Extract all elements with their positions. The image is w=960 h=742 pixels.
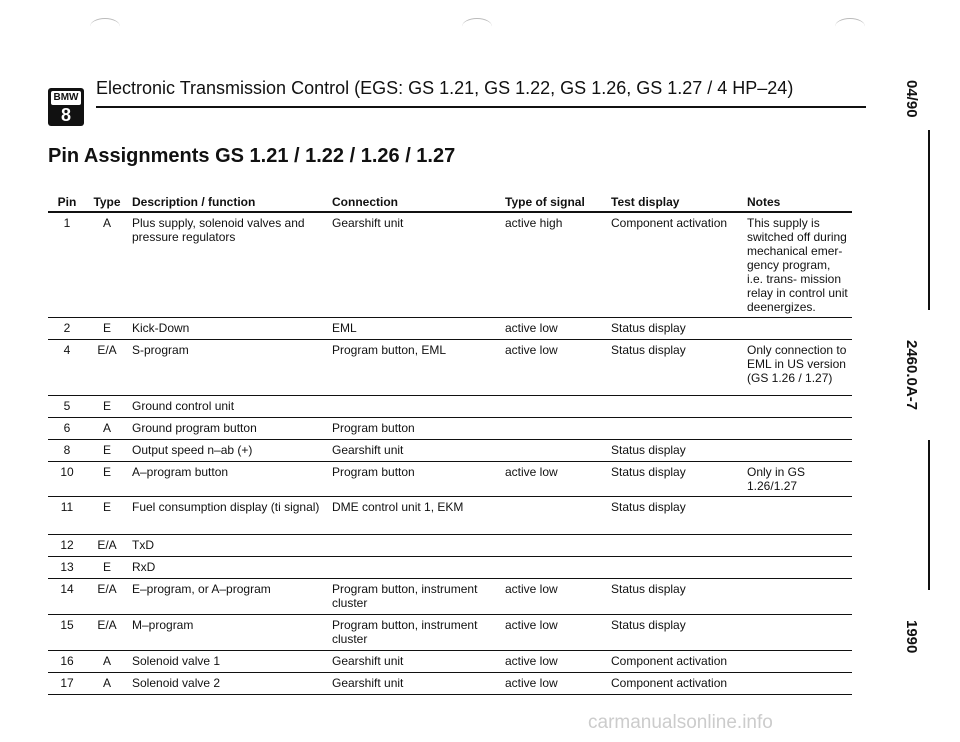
table-cell: Program button: [328, 462, 501, 497]
table-cell: 13: [48, 557, 86, 579]
table-cell: This supply is switched off during mechanical emer- gency program, i.e. trans- mission relay in control unit deenergizes.: [743, 212, 852, 318]
table-cell: Component activation: [607, 651, 743, 673]
table-cell: E: [86, 497, 128, 535]
column-header: Connection: [328, 193, 501, 212]
column-header: Type: [86, 193, 128, 212]
table-cell: active high: [501, 212, 607, 318]
table-cell: M–program: [128, 615, 328, 651]
table-cell: [743, 418, 852, 440]
logo-brand: BMW: [51, 91, 81, 105]
table-cell: A: [86, 651, 128, 673]
table-cell: [501, 418, 607, 440]
table-cell: DME control unit 1, EKM: [328, 497, 501, 535]
table-cell: active low: [501, 651, 607, 673]
table-cell: [607, 535, 743, 557]
table-cell: [743, 615, 852, 651]
table-row: [48, 318, 852, 340]
table-row: [48, 557, 852, 579]
table-cell: A–program button: [128, 462, 328, 497]
table-cell: E/A: [86, 535, 128, 557]
table-row: [48, 497, 852, 535]
table-cell: Component activation: [607, 212, 743, 318]
side-rule: [928, 130, 930, 310]
table-cell: Only connection to EML in US version (GS 1.26 / 1.27): [743, 340, 852, 396]
table-cell: [743, 318, 852, 340]
table-cell: 14: [48, 579, 86, 615]
table-cell: Gearshift unit: [328, 651, 501, 673]
table-cell: E/A: [86, 340, 128, 396]
table-cell: E: [86, 318, 128, 340]
bmw-8-logo: [48, 88, 84, 126]
table-cell: 8: [48, 440, 86, 462]
table-row: [48, 440, 852, 462]
table-cell: Output speed n–ab (+): [128, 440, 328, 462]
table-cell: A: [86, 673, 128, 695]
table-cell: S-program: [128, 340, 328, 396]
table-cell: [743, 557, 852, 579]
table-cell: Status display: [607, 462, 743, 497]
table-cell: active low: [501, 340, 607, 396]
table-row: [48, 651, 852, 673]
pin-assignment-table: [48, 193, 852, 695]
table-cell: TxD: [128, 535, 328, 557]
table-row: [48, 418, 852, 440]
table-cell: Solenoid valve 1: [128, 651, 328, 673]
table-cell: Kick-Down: [128, 318, 328, 340]
table-cell: Component activation: [607, 673, 743, 695]
table-cell: E: [86, 557, 128, 579]
table-cell: 16: [48, 651, 86, 673]
logo-number: 8: [60, 105, 71, 125]
table-cell: [607, 396, 743, 418]
table-cell: Solenoid valve 2: [128, 673, 328, 695]
table-cell: Status display: [607, 440, 743, 462]
table-cell: [743, 535, 852, 557]
table-cell: E: [86, 462, 128, 497]
column-header: Test display: [607, 193, 743, 212]
table-row: [48, 535, 852, 557]
table-row: [48, 615, 852, 651]
title-rule: [96, 106, 866, 108]
table-cell: A: [86, 418, 128, 440]
table-row: [48, 673, 852, 695]
table-cell: Only in GS 1.26/1.27: [743, 462, 852, 497]
table-cell: [501, 440, 607, 462]
table-cell: [501, 396, 607, 418]
table-cell: active low: [501, 318, 607, 340]
table-cell: EML: [328, 318, 501, 340]
table-cell: E–program, or A–program: [128, 579, 328, 615]
table-cell: Status display: [607, 340, 743, 396]
table-cell: Program button, instrument cluster: [328, 579, 501, 615]
punch-hole-mark: [462, 18, 492, 35]
table-cell: [501, 557, 607, 579]
watermark: carmanualsonline.info: [588, 712, 773, 733]
table-cell: [743, 673, 852, 695]
table-row: [48, 579, 852, 615]
column-header: Description / function: [128, 193, 328, 212]
table-row: [48, 396, 852, 418]
table-cell: E/A: [86, 615, 128, 651]
table-cell: active low: [501, 579, 607, 615]
table-cell: [607, 557, 743, 579]
table-cell: [607, 418, 743, 440]
table-cell: Program button: [328, 418, 501, 440]
table-cell: [743, 651, 852, 673]
table-cell: [743, 396, 852, 418]
table-cell: 4: [48, 340, 86, 396]
table-cell: 10: [48, 462, 86, 497]
table-cell: Status display: [607, 579, 743, 615]
table-cell: Ground program button: [128, 418, 328, 440]
table-cell: A: [86, 212, 128, 318]
table-cell: E/A: [86, 579, 128, 615]
table-cell: [743, 440, 852, 462]
table-row: [48, 340, 852, 396]
table-cell: [328, 557, 501, 579]
table-cell: 17: [48, 673, 86, 695]
table-cell: 2: [48, 318, 86, 340]
table-cell: Fuel consumption display (ti signal): [128, 497, 328, 535]
table-row: [48, 462, 852, 497]
table-cell: 5: [48, 396, 86, 418]
table-cell: E: [86, 440, 128, 462]
table-cell: [328, 535, 501, 557]
table-cell: [743, 497, 852, 535]
column-header: Type of signal: [501, 193, 607, 212]
table-cell: 11: [48, 497, 86, 535]
table-cell: E: [86, 396, 128, 418]
table-cell: active low: [501, 673, 607, 695]
table-cell: Program button, EML: [328, 340, 501, 396]
table-cell: Plus supply, solenoid valves and pressure regulators: [128, 212, 328, 318]
table-cell: Program button, instrument cluster: [328, 615, 501, 651]
table-cell: Ground control unit: [128, 396, 328, 418]
column-header: Notes: [743, 193, 852, 212]
table-cell: [501, 535, 607, 557]
table-cell: [501, 497, 607, 535]
table-cell: active low: [501, 615, 607, 651]
table-cell: RxD: [128, 557, 328, 579]
table-row: [48, 212, 852, 318]
table-cell: Status display: [607, 497, 743, 535]
table-cell: Gearshift unit: [328, 212, 501, 318]
table-cell: [743, 579, 852, 615]
table-cell: [328, 396, 501, 418]
table-header-row: [48, 193, 852, 212]
column-header: Pin: [48, 193, 86, 212]
side-date: 04/90: [903, 80, 920, 118]
table-cell: Status display: [607, 318, 743, 340]
side-rule: [928, 440, 930, 590]
side-margin: [900, 0, 960, 742]
side-page-code: 2460.0A-7: [903, 340, 920, 411]
side-year: 1990: [903, 620, 920, 654]
section-heading: Pin Assignments GS 1.21 / 1.22 / 1.26 / 1.27: [48, 145, 456, 167]
table-cell: Status display: [607, 615, 743, 651]
punch-hole-mark: [90, 18, 120, 35]
table-cell: 12: [48, 535, 86, 557]
table-cell: 1: [48, 212, 86, 318]
table-cell: Gearshift unit: [328, 673, 501, 695]
document-title: Electronic Transmission Control (EGS: GS 1.21, GS 1.22, GS 1.26, GS 1.27 / 4 HP–24): [96, 78, 794, 98]
table-cell: 6: [48, 418, 86, 440]
table-cell: 15: [48, 615, 86, 651]
punch-hole-mark: [835, 18, 865, 35]
table-cell: Gearshift unit: [328, 440, 501, 462]
table-cell: active low: [501, 462, 607, 497]
